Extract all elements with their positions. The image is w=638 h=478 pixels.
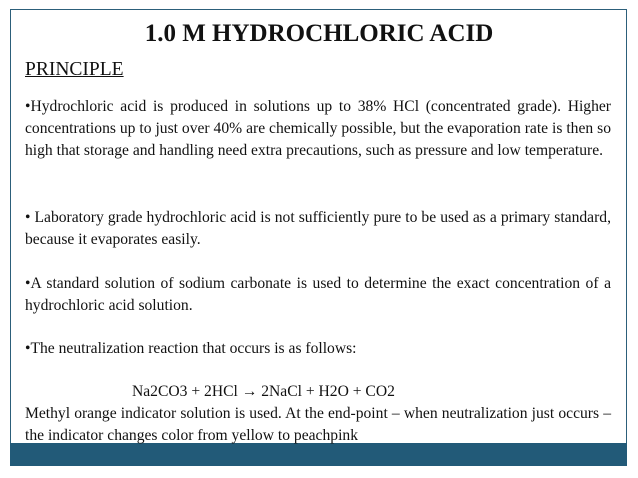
paragraph-concentration: •Hydrochloric acid is produced in solutions up to 38% HCl (concentrated grade). Higher concentrations up to just over 40% are chemically possible, but the evaporation rate is then so high that storage and handling need extra precautions, such as pressure and low temperature. <box>25 98 611 159</box>
slide-title: 1.0 M HYDROCHLORIC ACID <box>144 20 494 47</box>
paragraph-laboratory-grade: • Laboratory grade hydrochloric acid is not sufficiently pure to be used as a primary standard, because it evaporates easily. <box>25 209 611 248</box>
paragraph-standard-solution: •A standard solution of sodium carbonate is used to determine the exact concentration of a hydrochloric acid solution. <box>25 275 611 314</box>
reaction-equation: Na2CO3 + 2HCl → 2NaCl + H2O + CO2 <box>132 383 395 400</box>
paragraph-indicator: Methyl orange indicator solution is used. At the end-point – when neutralization just occurs – the indicator changes color from yellow to peachpink <box>25 405 611 444</box>
section-heading: PRINCIPLE <box>25 59 124 80</box>
paragraph-reaction-intro: •The neutralization reaction that occurs is as follows: <box>25 340 357 357</box>
